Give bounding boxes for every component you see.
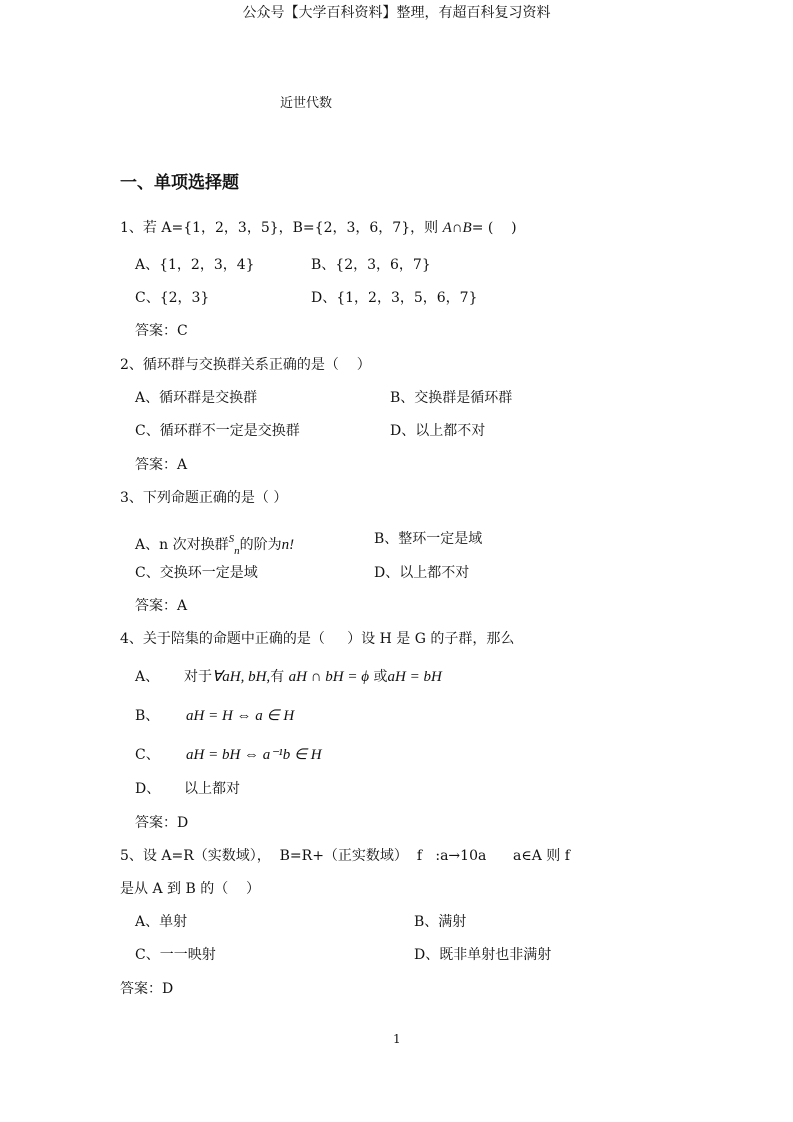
q1-option-a: A、{1，2，3，4} <box>135 257 255 273</box>
question-2: 2、循环群与交换群关系正确的是（ ） <box>120 357 371 373</box>
q4-option-d: 以上都对 <box>184 781 240 797</box>
q4-option-a-label: A、 <box>135 669 160 685</box>
q4-option-d-label: D、 <box>135 781 161 797</box>
q1-stem: 1、若 A={1，2，3，5}，B={2，3，6，7}，则 <box>120 220 439 236</box>
q3-a-n: n <box>234 545 240 557</box>
question-3: 3、下列命题正确的是（ ） <box>120 490 288 506</box>
q1-answer: 答案：C <box>135 323 188 339</box>
question-5-cont: 是从 A 到 B 的（ ） <box>120 881 260 897</box>
q4-a-t3: 或 <box>373 669 388 685</box>
page-header: 公众号【大学百科资料】整理，有超百科复习资料 <box>242 5 551 21</box>
q4-option-b: aH = H ⇔ a ∈ H <box>186 708 295 724</box>
q5-option-c: C、一一映射 <box>135 947 216 963</box>
q1-option-c: C、{2，3} <box>135 290 210 306</box>
q4-option-a <box>184 668 442 686</box>
q4-a-m2: aH ∩ bH = ϕ <box>288 669 370 685</box>
q2-option-d: D、以上都不对 <box>390 423 486 439</box>
q2-answer: 答案：A <box>135 457 188 473</box>
q2-option-a: A、循环群是交换群 <box>135 390 258 406</box>
q3-option-d: D、以上都不对 <box>374 565 470 581</box>
q5-option-d: D、既非单射也非满射 <box>414 947 552 963</box>
q3-a-s: S <box>228 533 235 545</box>
q3-a-math: n! <box>281 537 295 553</box>
q4-option-b-label: B、 <box>135 708 160 724</box>
q1-tail: = ( ) <box>471 220 517 236</box>
q1-option-b: B、{2，3，6，7} <box>311 257 431 273</box>
document-title: 近世代数 <box>280 96 333 111</box>
q3-option-c: C、交换环一定是域 <box>135 565 258 581</box>
q5-option-a: A、单射 <box>135 914 188 930</box>
q3-a-text: A、n 次对换群 <box>135 537 229 553</box>
q4-option-c: aH = bH ⇔ a⁻¹b ∈ H <box>186 747 322 763</box>
question-5: 5、设 A=R（实数域）， B=R+（正实数域） f :a→10a a∈A 则 f <box>120 848 570 864</box>
q1-option-d: D、{1，2，3，5，6，7} <box>311 290 478 306</box>
question-4: 4、关于陪集的命题中正确的是（ ）设 H 是 G 的子群，那么 <box>120 631 515 647</box>
q4-a-m1: ∀aH, bH, <box>212 669 271 685</box>
section-heading: 一、单项选择题 <box>120 173 239 193</box>
q3-option-a <box>135 530 294 560</box>
page-number: 1 <box>393 1032 401 1046</box>
question-1 <box>120 219 517 237</box>
q1-math: A∩B <box>442 220 472 236</box>
q4-a-t1: 对于 <box>184 669 212 685</box>
q3-a-text2: 的阶为 <box>239 537 282 553</box>
q4-a-t2: 有 <box>270 669 285 685</box>
q4-a-m3: aH = bH <box>387 669 442 685</box>
q5-option-b: B、满射 <box>414 914 467 930</box>
q4-answer: 答案：D <box>135 815 189 831</box>
q4-option-c-label: C、 <box>135 747 160 763</box>
q2-option-b: B、交换群是循环群 <box>390 390 513 406</box>
q5-answer: 答案：D <box>120 981 174 997</box>
q3-answer: 答案：A <box>135 598 188 614</box>
q2-option-c: C、循环群不一定是交换群 <box>135 423 300 439</box>
q3-option-b: B、整环一定是域 <box>374 531 483 547</box>
